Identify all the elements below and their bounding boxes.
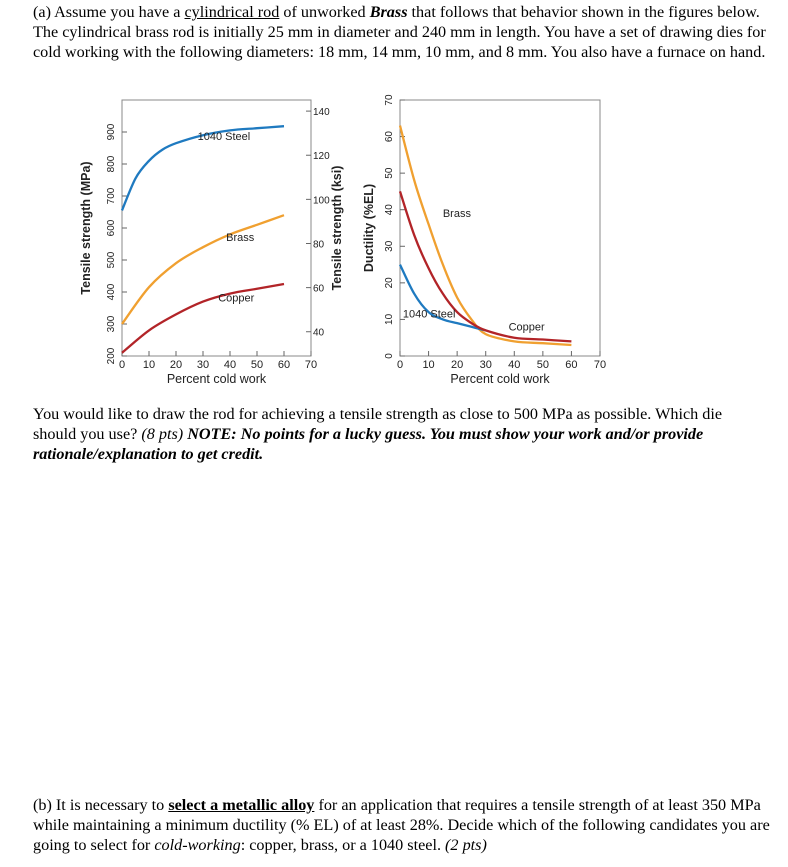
part-b-select-alloy: select a metallic alloy	[168, 796, 315, 814]
x-axis-label: Percent cold work	[166, 372, 267, 386]
y-tick-label: 70	[384, 94, 395, 106]
x-tick-label: 0	[118, 359, 126, 371]
y-tick-label: 900	[106, 123, 117, 141]
part-b-cold-working: cold-working	[154, 836, 241, 854]
question-1-points: (8 pts)	[141, 425, 184, 443]
y-right-tick-label: 80	[313, 239, 325, 251]
x-tick-label: 10	[422, 359, 435, 371]
y-right-tick-label: 100	[313, 195, 330, 207]
series-label-brass: Brass	[226, 231, 255, 244]
x-tick-label: 10	[142, 359, 156, 371]
part-b-text-1: (b) It is necessary to	[33, 796, 169, 814]
x-tick-label: 30	[479, 359, 492, 371]
x-tick-label: 70	[304, 359, 318, 371]
x-tick-label: 70	[593, 359, 607, 371]
y-axis-label: Tensile strength (MPa)	[79, 161, 93, 295]
y-tick-label: 700	[106, 187, 117, 205]
part-a-text-3: of unworked	[279, 3, 370, 21]
tensile-strength-chart	[80, 88, 350, 398]
question-1-paragraph	[33, 404, 763, 464]
part-b-text-5: : copper, brass, or a 1040 steel.	[240, 836, 446, 854]
series-line-copper	[122, 284, 284, 353]
series-label-copper: Copper	[508, 321, 545, 334]
y-tick-label: 600	[106, 219, 117, 237]
y-right-tick-label: 60	[313, 283, 325, 295]
y-tick-label: 0	[384, 353, 395, 359]
part-a-text-5: that follows that behavior shown in the figures below. The cylindrical brass rod is initially 25 mm in diameter and 240 mm in length. You have a set of drawing dies for cold working with the following diameters: 18 mm, 14 mm, 10 mm, and 8 mm. You also have a furnace on hand.	[33, 3, 766, 61]
y-tick-label: 200	[106, 347, 117, 365]
x-tick-label: 20	[451, 359, 464, 371]
y-tick-label: 300	[106, 315, 117, 333]
part-b-points: (2 pts)	[445, 836, 487, 854]
ductility-chart	[355, 88, 607, 398]
part-a-text-1: (a) Assume you have a	[33, 3, 185, 21]
part-b-text-3: for an application that requires a tensile strength of at least 350 MPa while maintaining a minimum ductility (% EL) of at least 28%. Decide which of the following candidates you are going to select for	[33, 796, 770, 854]
question-1-note: NOTE: No points for a lucky guess. You must show your work and/or provide rationale/explanation to get credit.	[33, 425, 704, 463]
x-tick-label: 60	[565, 359, 578, 371]
y-right-tick-label: 140	[313, 107, 330, 119]
part-b-paragraph	[33, 795, 773, 855]
y-tick-label: 800	[106, 155, 117, 173]
y-right-tick-label: 40	[313, 327, 325, 339]
y-tick-label: 50	[384, 167, 395, 179]
y-right-axis-label: Tensile strength (ksi)	[330, 165, 344, 291]
y-right-tick-label: 120	[313, 151, 330, 163]
y-tick-label: 20	[384, 277, 395, 289]
y-tick-label: 40	[384, 204, 395, 216]
x-tick-label: 50	[250, 359, 264, 371]
question-1-text: You would like to draw the rod for achieving a tensile strength as close to 500 MPa as possible. Which die should you use?	[33, 405, 723, 443]
y-tick-label: 10	[384, 313, 395, 325]
y-tick-label: 400	[106, 283, 117, 301]
y-tick-label: 500	[106, 251, 117, 269]
x-tick-label: 40	[223, 359, 237, 371]
x-axis-label: Percent cold work	[450, 372, 550, 386]
series-line-brass	[122, 215, 284, 324]
part-a-cylindrical-rod: cylindrical rod	[184, 3, 280, 21]
y-axis-label: Ductility (%EL)	[362, 183, 376, 273]
x-tick-label: 50	[536, 359, 549, 371]
x-tick-label: 40	[508, 359, 521, 371]
part-a-brass: Brass	[369, 3, 408, 21]
x-tick-label: 0	[396, 359, 404, 371]
series-label-copper: Copper	[218, 292, 255, 305]
y-tick-label: 60	[384, 131, 395, 143]
series-label-brass: Brass	[442, 208, 471, 221]
series-label-1040-steel: 1040 Steel	[197, 131, 251, 143]
x-tick-label: 20	[169, 359, 183, 371]
series-label-1040-steel: 1040 Steel	[402, 308, 456, 321]
x-tick-label: 60	[277, 359, 291, 371]
part-a-paragraph	[33, 2, 773, 62]
x-tick-label: 30	[196, 359, 210, 371]
y-tick-label: 30	[384, 240, 395, 252]
